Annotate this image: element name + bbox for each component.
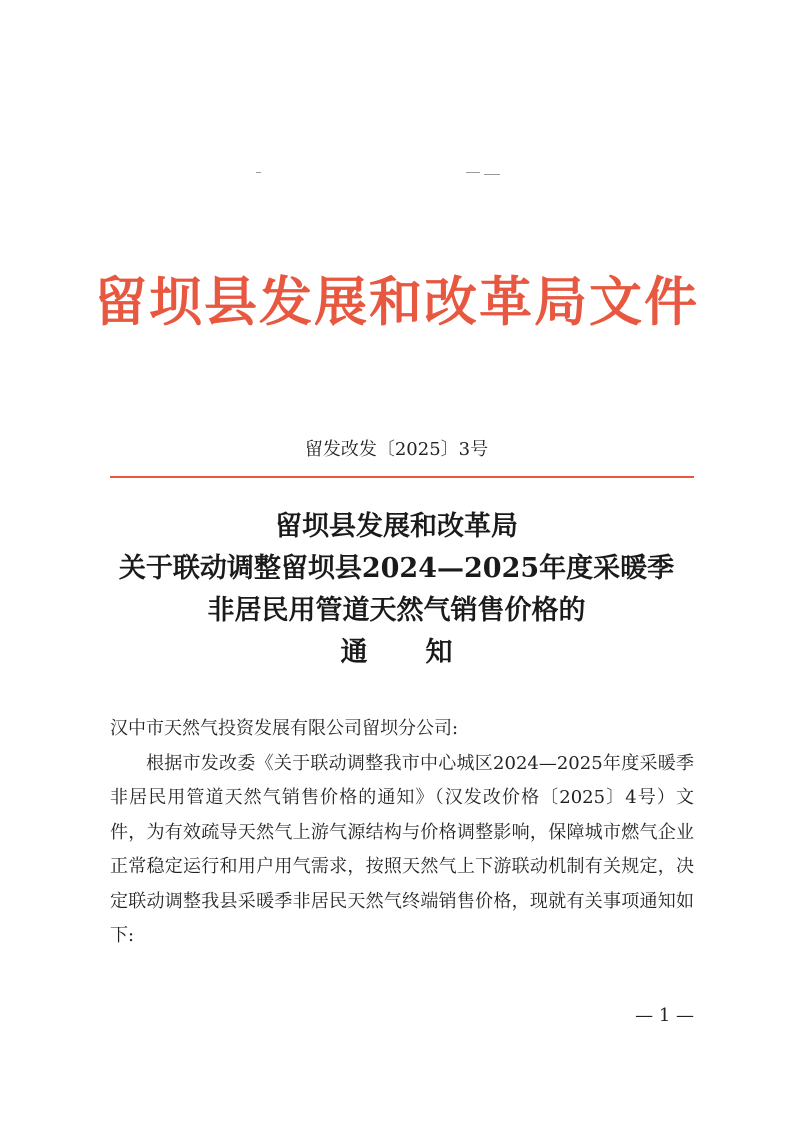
- salutation: 汉中市天然气投资发展有限公司留坝分公司:: [110, 718, 459, 739]
- document-header-title: 留坝县发展和改革局文件: [94, 272, 699, 333]
- document-number: 留发改发〔2025〕3号: [304, 439, 489, 460]
- title-char-tong: 通: [340, 637, 368, 668]
- notice-title: [0, 506, 793, 674]
- scan-speck: [256, 172, 261, 173]
- title-char-zhi: 知: [425, 637, 453, 668]
- scan-speck: [466, 172, 480, 173]
- red-divider-line: [110, 476, 694, 478]
- document-body: [110, 712, 694, 954]
- title-line-1: 留坝县发展和改革局: [275, 511, 518, 542]
- title-line-3: 非居民用管道天然气销售价格的: [207, 595, 586, 626]
- body-paragraph: 根据市发改委《关于联动调整我市中心城区2024—2025年度采暖季非居民用管道天然气销售价格的通知》（汉发改价格〔2025〕4号）文件，为有效疏导天然气上游气源结构与价格调整影响，保障城市燃气企业正常稳定运行和用户用气需求，按照天然气上下游联动机制有关规定，决定联动调整我县采暖季非居民天然气终端销售价格，现就有关事项通知如下:: [110, 752, 694, 946]
- title-line-4: [0, 632, 793, 674]
- title-line-2: 关于联动调整留坝县2024—2025年度采暖季: [118, 553, 675, 584]
- scan-speck: [484, 174, 500, 175]
- page-number: — 1 —: [635, 1005, 694, 1026]
